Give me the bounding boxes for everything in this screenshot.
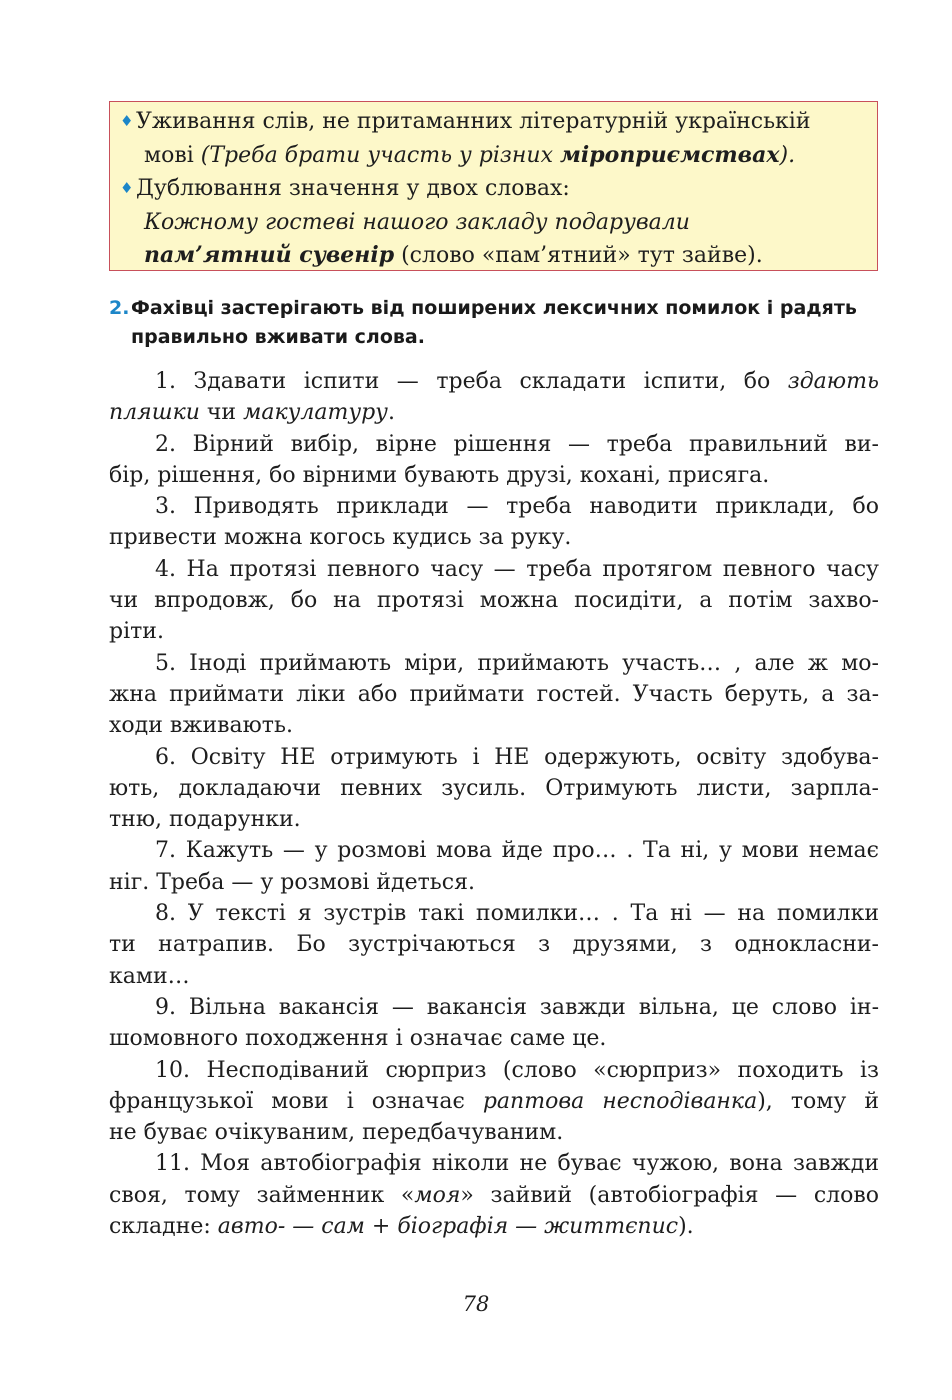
paragraph-1-line-2 (109, 397, 879, 428)
note-text: Дублювання значення у двох словах: (136, 176, 570, 201)
text-run: чи (199, 400, 244, 426)
paragraph-8-line-2: ти натрапив. Бо зустрічаються з друзями, з однокласни- (109, 932, 879, 958)
paragraph-4-line-2: чи впродовж, бо на протязі можна посидіти, а потім захво- (109, 588, 879, 614)
note-item-2-line-2: Кожному гостеві нашого закладу подарували (144, 209, 690, 235)
italic-run: здають (787, 369, 879, 394)
note-item-2-line-1 (120, 172, 867, 206)
text-run: французької мови і означає (109, 1088, 483, 1114)
body-text (109, 366, 879, 1242)
paragraph-7-line-2: ніг. Треба — у розмові йдеться. (109, 869, 475, 895)
note-error-word: міроприємствах (559, 141, 780, 168)
paragraph-2-line-2: бір, рішення, бо вірними бувають друзі, кохані, присяга. (109, 462, 770, 488)
paragraph-3-line-1: 3. Приводять приклади — треба наводити приклади, бо (155, 494, 879, 520)
paragraph-6-line-3: тню, подарунки. (109, 807, 301, 833)
paragraph-3-line-2: привести можна когось кудись за руку. (109, 525, 572, 551)
note-item-1-line-2 (120, 139, 867, 173)
diamond-bullet-icon: ♦ (120, 179, 134, 197)
italic-run: раптова несподіванка (482, 1088, 758, 1114)
paragraph-1-line-1 (109, 366, 879, 397)
text-run: складне: (109, 1214, 218, 1240)
task-text: Фахівці застерігають від поширених лексичних помилок і радять (131, 297, 857, 319)
note-box (109, 101, 878, 271)
paragraph-10-line-1: 10. Несподіваний сюрприз (слово «сюрприз» походить із (155, 1057, 879, 1083)
italic-run: макулатуру (243, 400, 388, 426)
paragraph-11-line-1: 11. Моя автобіографія ніколи не буває чужою, вона завжди (155, 1151, 879, 1177)
task-number: 2. (109, 297, 130, 319)
note-example: (Треба брати участь у різних (200, 142, 560, 168)
paragraph-4-line-3: ріти. (109, 619, 164, 645)
paragraph-11-line-2 (109, 1180, 879, 1211)
paragraph-10-line-2 (109, 1086, 879, 1117)
note-text: мові (144, 142, 201, 168)
diamond-bullet-icon: ♦ (120, 112, 134, 130)
text-run: ), тому й (757, 1088, 880, 1114)
paragraph-6-line-1: 6. Освіту НЕ отримують і НЕ одержують, освіту здобува- (155, 744, 879, 770)
paragraph-2-line-1: 2. Вірний вибір, вірне рішення — треба правильний ви- (155, 431, 879, 457)
task-line-2: правильно вживати слова. (131, 326, 425, 348)
paragraph-5-line-3: ходи вживають. (109, 713, 293, 739)
paragraph-7-line-1: 7. Кажуть — у розмові мова йде про… . Та ні, у мови немає (155, 838, 879, 864)
paragraph-6-line-2: ють, докладаючи певних зусиль. Отримують листи, зарпла- (109, 775, 879, 801)
text-run: . (387, 400, 395, 426)
paragraph-8-line-1: 8. У тексті я зустрів такі помилки… . Та ні — на помилки (155, 901, 879, 927)
paragraph-5-line-1: 5. Іноді приймають міри, приймають участь… , але ж мо- (155, 650, 879, 676)
task-line-1 (109, 294, 869, 323)
text-run: ). (678, 1214, 694, 1240)
text-run: своя, тому займенник « (109, 1182, 415, 1208)
italic-run: моя (414, 1182, 461, 1208)
paragraph-8-line-3: ками… (109, 963, 190, 989)
text-run: » зайвий (автобіографія — слово (460, 1182, 879, 1208)
italic-run: пляшки (109, 400, 200, 426)
text-run: 1. Здавати іспити — треба складати іспити, бо (155, 369, 788, 394)
italic-run: авто- — сам + біографія — життєпис (217, 1214, 679, 1240)
paragraph-10-line-3: не буває очікуваним, передбачуваним. (109, 1120, 564, 1146)
note-item-2-line-3 (120, 239, 867, 273)
task-heading (109, 294, 869, 352)
paragraph-5-line-2: жна приймати ліки або приймати гостей. Участь беруть, а за- (109, 681, 879, 707)
note-text: (слово «пам’ятний» тут зайве). (394, 243, 763, 268)
paragraph-9-line-2: шомовного походження і означає саме це. (109, 1026, 607, 1052)
paragraph-11-line-3 (109, 1211, 879, 1242)
note-item-1-line-1 (120, 105, 867, 139)
note-example-end: ). (779, 142, 796, 168)
note-error-phrase: пам’ятний сувенір (144, 242, 395, 268)
page-number: 78 (462, 1292, 490, 1316)
note-text: Уживання слів, не притаманних літературній українській (136, 109, 811, 134)
paragraph-9-line-1: 9. Вільна вакансія — вакансія завжди вільна, це слово ін- (155, 994, 879, 1020)
paragraph-4-line-1: 4. На протязі певного часу — треба протягом певного часу (155, 556, 879, 582)
